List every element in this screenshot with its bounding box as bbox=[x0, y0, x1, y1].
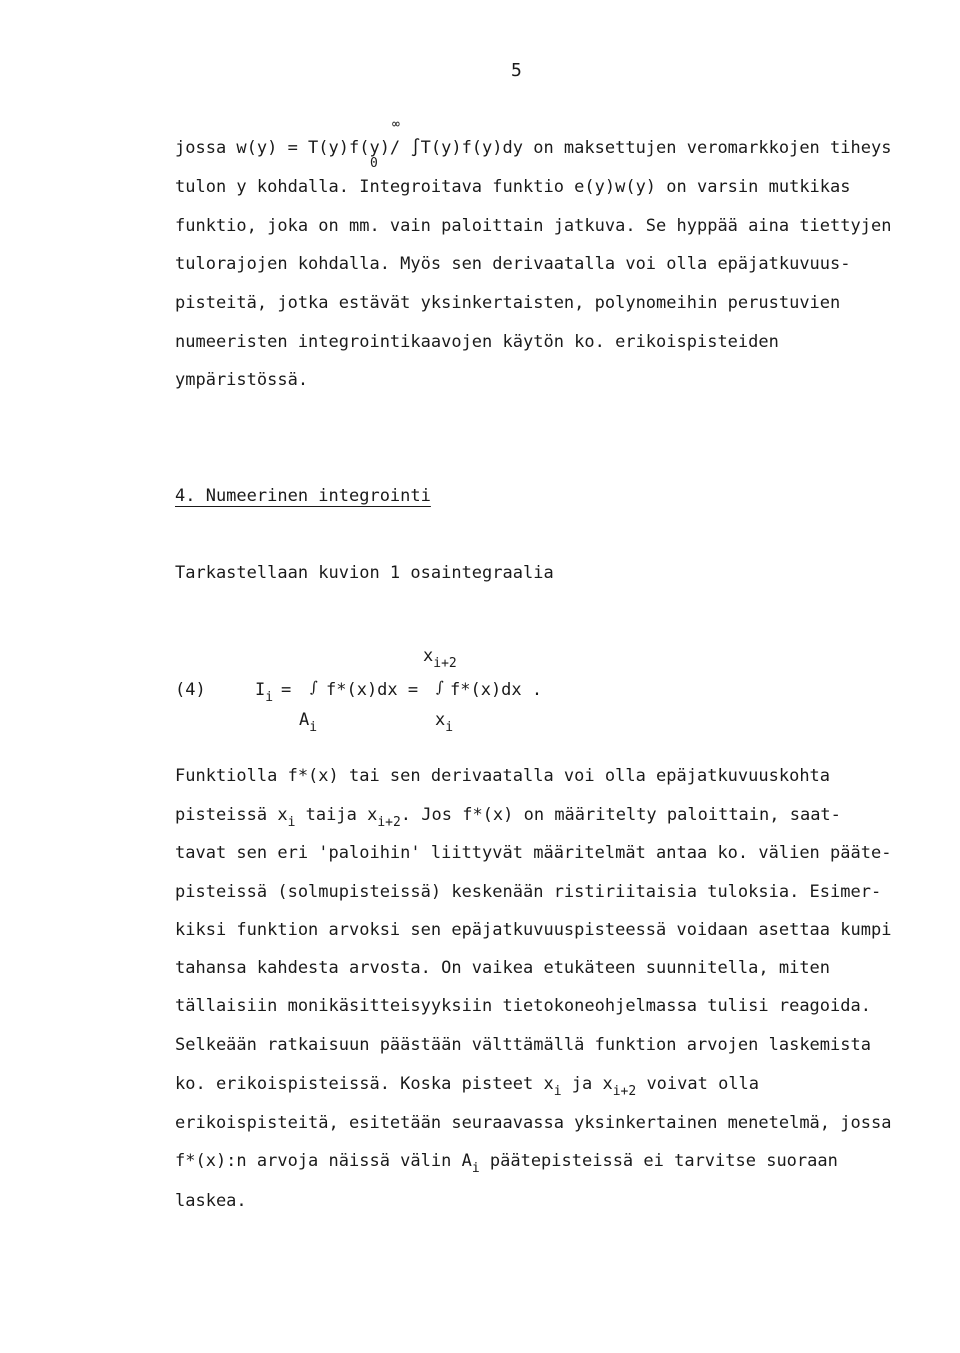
text-line: funktio, joka on mm. vain paloittain jatkuva. Se hyppää aina tiettyjen bbox=[175, 216, 892, 236]
text-line: pisteitä, jotka estävät yksinkertaisten, polynomeihin perustuvien bbox=[175, 293, 841, 313]
upper-limit: $x_{i+2}$ bbox=[423, 646, 457, 671]
integrand: f*(x)dx = bbox=[326, 680, 419, 700]
text-line: laskea. bbox=[175, 1191, 247, 1211]
integral-sign: ∫ bbox=[436, 678, 444, 696]
text-line: f*(x):n arvoja näissä välin $A_i$ päätepisteissä ei tarvitse suoraan bbox=[175, 1151, 838, 1176]
integral-lower-limit: 0 bbox=[370, 156, 378, 171]
equation-number: (4) bbox=[175, 680, 206, 700]
text-line: jossa w(y) = T(y)f(y)/ ∫T(y)f(y)dy on maksettujen veromarkkojen tiheys bbox=[175, 138, 892, 158]
page-number: 5 bbox=[511, 60, 522, 81]
lower-limit: $x_i$ bbox=[435, 710, 454, 735]
text-line: Funktiolla f*(x) tai sen derivaatalla voi olla epäjatkuvuuskohta bbox=[175, 766, 831, 786]
text-line: pisteissä (solmupisteissä) keskenään ristiriitaisia tuloksia. Esimer- bbox=[175, 882, 882, 902]
text-line: kiksi funktion arvoksi sen epäjatkuvuuspisteessä voidaan asettaa kumpi bbox=[175, 920, 892, 940]
integrand: f*(x)dx . bbox=[450, 680, 543, 700]
text-line: Selkeään ratkaisuun päästään välttämällä funktion arvojen laskemista bbox=[175, 1035, 871, 1055]
text-line: tulon y kohdalla. Integroitava funktio e(y)w(y) on varsin mutkikas bbox=[175, 177, 851, 197]
equation-lhs: $I_i$ bbox=[255, 680, 274, 705]
section-heading: 4. Numeerinen integrointi bbox=[175, 486, 431, 506]
text-line: tulorajojen kohdalla. Myös sen derivaatalla voi olla epäjatkuvuus- bbox=[175, 254, 851, 274]
integral-upper-limit: ∞ bbox=[392, 117, 400, 132]
text-line: tahansa kahdesta arvosta. On vaikea etukäteen suunnitella, miten bbox=[175, 958, 831, 978]
text-line: erikoispisteitä, esitetään seuraavassa yksinkertainen menetelmä, jossa bbox=[175, 1113, 892, 1133]
text-line: pisteissä $x_i$ taija $x_{i+2}$. Jos f*(x) on määritelty paloittain, saat- bbox=[175, 805, 841, 830]
text-line: numeeristen integrointikaavojen käytön ko. erikoispisteiden bbox=[175, 332, 779, 352]
integral-sign: ∫ bbox=[310, 678, 318, 696]
text-line: tavat sen eri 'paloihin' liittyvät määritelmät antaa ko. välien pääte- bbox=[175, 843, 892, 863]
text-line: ympäristössä. bbox=[175, 370, 309, 390]
text-line: tällaisiin monikäsitteisyyksiin tietokoneohjelmassa tulisi reagoida. bbox=[175, 996, 871, 1016]
equals-sign: = bbox=[281, 680, 292, 700]
intro-line: Tarkastellaan kuvion 1 osaintegraalia bbox=[175, 563, 554, 583]
lower-limit: $A_i$ bbox=[299, 710, 318, 735]
text-line: ko. erikoispisteissä. Koska pisteet $x_i$ ja $x_{i+2}$ voivat olla bbox=[175, 1074, 760, 1099]
